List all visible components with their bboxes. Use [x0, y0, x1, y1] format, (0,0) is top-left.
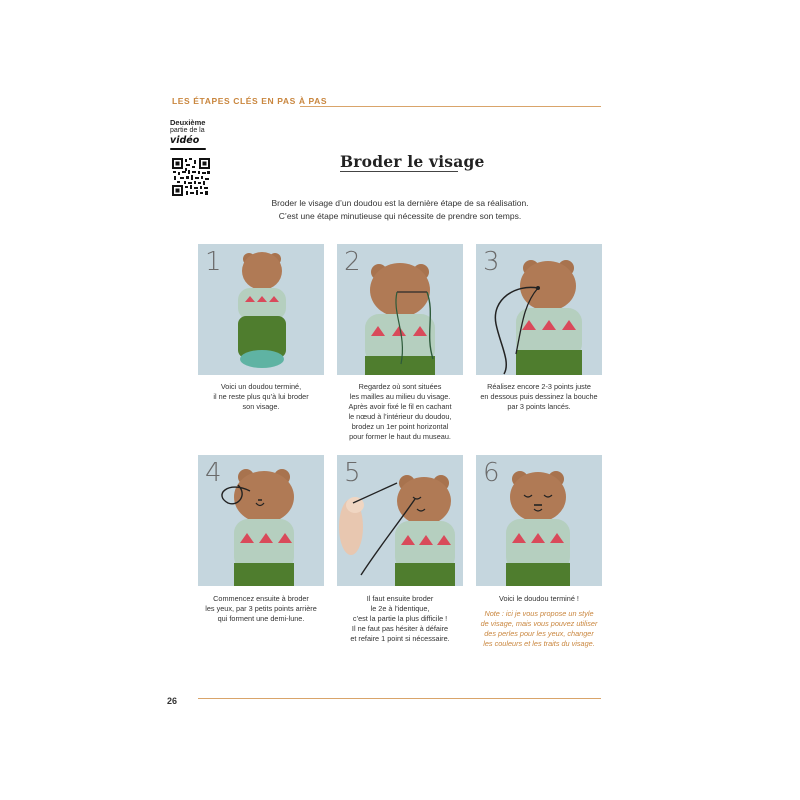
header-rule	[300, 106, 601, 107]
note-line: de visage, mais vous pouvez utiliser	[480, 619, 598, 628]
step-number: 6	[483, 458, 500, 488]
step-3-caption	[476, 382, 602, 412]
step-2-caption	[337, 382, 463, 442]
caption-line: c’est la partie la plus difficile !	[352, 614, 448, 623]
caption-line: le nœud à l’intérieur du doudou,	[348, 412, 452, 421]
caption-line: en dessous puis dessinez la bouche	[480, 392, 598, 401]
step-number: 5	[344, 458, 361, 488]
caption-line: Réalisez encore 2-3 points juste	[487, 382, 591, 391]
caption-line: brodez un 1er point horizontal	[351, 422, 449, 431]
caption-line: qui forment une demi-lune.	[217, 614, 305, 623]
caption-line: les yeux, par 3 petits points arrière	[205, 604, 317, 613]
caption-line: Il faut ensuite broder	[366, 594, 434, 603]
caption-line: Après avoir fixé le fil en cachant	[348, 402, 452, 411]
step-2-photo	[337, 244, 463, 375]
step-number: 3	[483, 247, 500, 277]
step-number: 1	[205, 247, 222, 277]
caption-line: Voici un doudou terminé,	[220, 382, 302, 391]
step-number: 4	[205, 458, 222, 488]
step-6-photo	[476, 455, 602, 586]
video-line-1: Deuxième	[170, 118, 206, 127]
step-5-caption	[337, 594, 463, 644]
step-3-photo	[476, 244, 602, 375]
step-6-caption	[476, 594, 602, 649]
caption-line: et refaire 1 point si nécessaire.	[350, 634, 450, 643]
caption-line: Il ne faut pas hésiter à défaire	[351, 624, 449, 633]
caption-line: Voici le doudou terminé !	[499, 594, 579, 603]
intro-line: Broder le visage d’un doudou est la dernière étape de sa réalisation.	[271, 198, 529, 208]
step-number: 2	[344, 247, 361, 277]
video-underline	[170, 148, 206, 150]
caption-line: il ne reste plus qu’à lui broder	[213, 392, 309, 401]
step-1-caption	[198, 382, 324, 412]
note-line: Note : ici je vous propose un style	[484, 609, 594, 618]
video-callout	[170, 118, 214, 150]
video-line-2: partie de la	[170, 127, 205, 134]
caption-line: Regardez où sont situées	[358, 382, 442, 391]
step-5-photo	[337, 455, 463, 586]
caption-line: par 3 points lancés.	[507, 402, 571, 411]
caption-line: le 2e à l’identique,	[370, 604, 430, 613]
caption-line: Commencez ensuite à broder	[213, 594, 309, 603]
caption-line: son visage.	[242, 402, 280, 411]
intro-line: C’est une étape minutieuse qui nécessite de prendre son temps.	[278, 210, 522, 221]
footer-rule	[198, 698, 601, 699]
intro-text	[200, 197, 600, 222]
qr-code-icon[interactable]	[172, 158, 210, 196]
note-line: les couleurs et les traits du visage.	[483, 639, 595, 648]
step-4-caption	[198, 594, 324, 624]
step-4-photo	[198, 455, 324, 586]
caption-line: pour former le haut du museau.	[349, 432, 451, 441]
step-1-photo	[198, 244, 324, 375]
caption-line: les mailles au milieu du visage.	[349, 392, 451, 401]
page-title: Broder le visage	[340, 152, 485, 171]
section-header: LES ÉTAPES CLÉS EN PAS À PAS	[172, 96, 328, 106]
note-line: des perles pour les yeux, changer	[484, 629, 594, 638]
page-number: 26	[167, 696, 178, 706]
video-line-3: vidéo	[170, 135, 200, 146]
title-underline	[340, 171, 458, 172]
